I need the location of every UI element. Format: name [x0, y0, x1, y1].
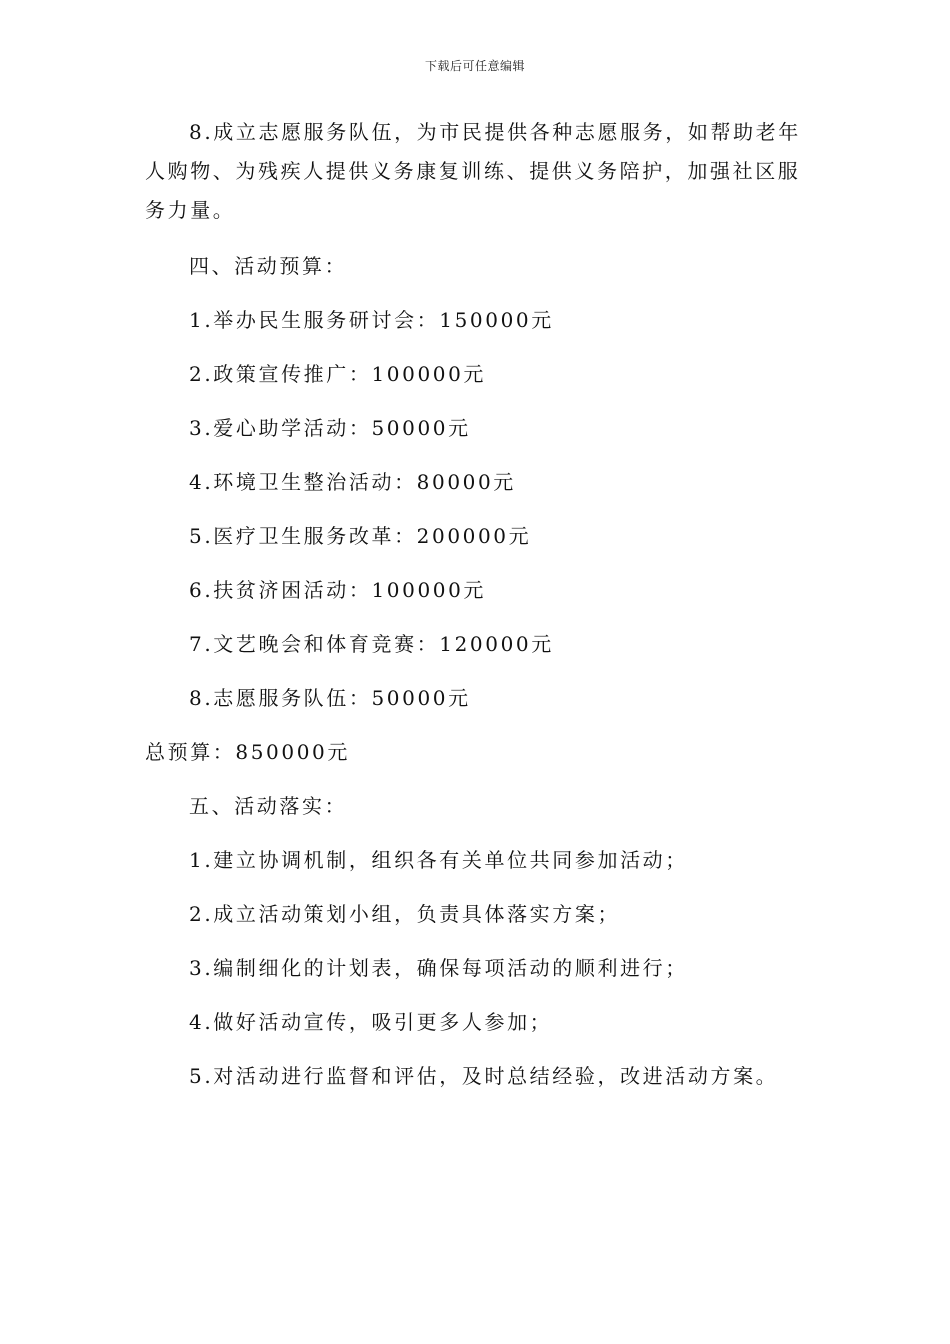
budget-total: 总预算：850000元	[145, 740, 350, 764]
budget-item-1: 1.举办民生服务研讨会：150000元	[189, 308, 554, 332]
section-heading-budget: 四、活动预算：	[189, 254, 348, 278]
page-header: 下载后可任意编辑	[424, 59, 525, 73]
budget-item-8: 8.志愿服务队伍：50000元	[189, 686, 471, 710]
implementation-item-5: 5.对活动进行监督和评估，及时总结经验，改进活动方案。	[189, 1064, 779, 1088]
budget-item-7: 7.文艺晚会和体育竞赛：120000元	[189, 632, 554, 656]
budget-item-3: 3.爱心助学活动：50000元	[189, 416, 471, 440]
implementation-item-4: 4.做好活动宣传，吸引更多人参加；	[189, 1010, 553, 1034]
section-heading-implementation: 五、活动落实：	[189, 794, 348, 818]
budget-item-5: 5.医疗卫生服务改革：200000元	[189, 524, 532, 548]
paragraph-volunteer-team: 8.成立志愿服务队伍，为市民提供各种志愿服务，如帮助老年人购物、为残疾人提供义务康复训练、提供义务陪护，加强社区服务力量。	[145, 120, 801, 222]
document-body	[145, 113, 805, 1111]
implementation-item-2: 2.成立活动策划小组，负责具体落实方案；	[189, 902, 621, 926]
budget-item-4: 4.环境卫生整治活动：80000元	[189, 470, 516, 494]
budget-item-2: 2.政策宣传推广：100000元	[189, 362, 487, 386]
budget-item-6: 6.扶贫济困活动：100000元	[189, 578, 487, 602]
implementation-item-3: 3.编制细化的计划表，确保每项活动的顺利进行；	[189, 956, 688, 980]
implementation-item-1: 1.建立协调机制，组织各有关单位共同参加活动；	[189, 848, 688, 872]
